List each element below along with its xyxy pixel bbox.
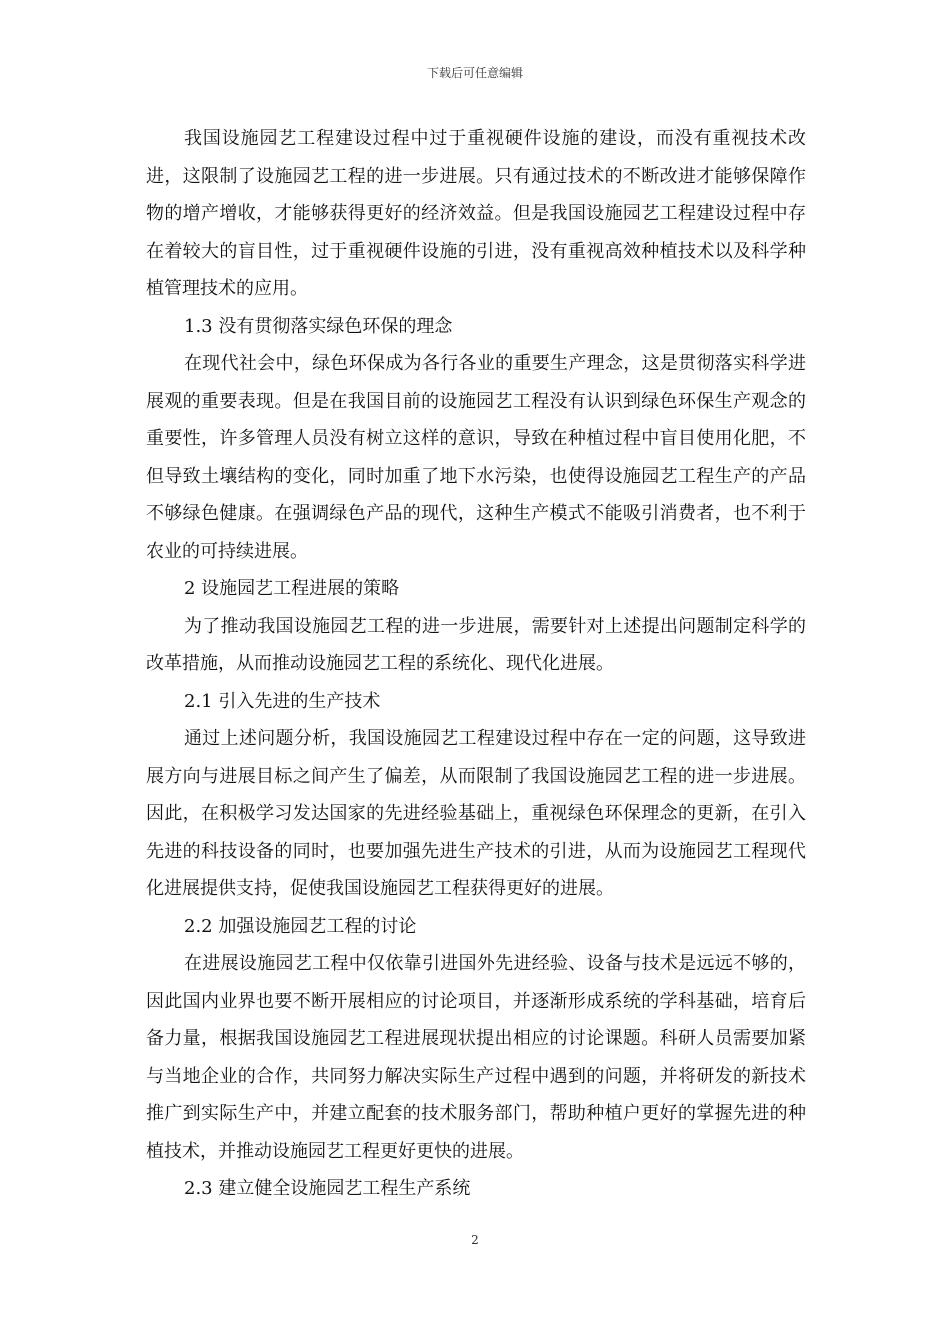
paragraph: 我国设施园艺工程建设过程中过于重视硬件设施的建设，而没有重视技术改进，这限制了设施园艺工程的进一步进展。只有通过技术的不断改进才能够保障作物的增产增收，才能够获得更好的经济效益。但是我国设施园艺工程建设过程中存在着较大的盲目性，过于重视硬件设施的引进，没有重视高效种植技术以及科学种植管理技术的应用。 xyxy=(146,128,806,299)
section-heading: 2.3 建立健全设施园艺工程生产系统 xyxy=(184,1178,471,1199)
page-number: 2 xyxy=(471,1233,479,1247)
paragraph: 通过上述问题分析，我国设施园艺工程建设过程中存在一定的问题，这导致进展方向与进展目标之间产生了偏差，从而限制了我国设施园艺工程的进一步进展。因此，在积极学习发达国家的先进经验基础上，重视绿色环保理念的更新，在引入先进的科技设备的同时，也要加强先进生产技术的引进，从而为设施园艺工程现代化进展提供支持，促使我国设施园艺工程获得更好的进展。 xyxy=(146,728,806,899)
page-header-note: 下载后可任意编辑 xyxy=(426,66,523,80)
document-body xyxy=(146,120,806,1208)
paragraph: 在进展设施园艺工程中仅依靠引进国外先进经验、设备与技术是远远不够的，因此国内业界也要不断开展相应的讨论项目，并逐渐形成系统的学科基础，培育后备力量，根据我国设施园艺工程进展现状提出相应的讨论课题。科研人员需要加紧与当地企业的合作，共同努力解决实际生产过程中遇到的问题，并将研发的新技术推广到实际生产中，并建立配套的技术服务部门，帮助种植户更好的掌握先进的种植技术，并推动设施园艺工程更好更快的进展。 xyxy=(146,953,806,1162)
section-heading: 2 设施园艺工程进展的策略 xyxy=(184,578,400,599)
section-heading: 1.3 没有贯彻落实绿色环保的理念 xyxy=(184,315,453,337)
paragraph: 为了推动我国设施园艺工程的进一步进展，需要针对上述提出问题制定科学的改革措施，从而推动设施园艺工程的系统化、现代化进展。 xyxy=(146,615,806,674)
section-heading: 2.1 引入先进的生产技术 xyxy=(184,690,381,712)
section-heading: 2.2 加强设施园艺工程的讨论 xyxy=(184,915,417,937)
paragraph: 在现代社会中，绿色环保成为各行各业的重要生产理念，这是贯彻落实科学进展观的重要表现。但是在我国目前的设施园艺工程没有认识到绿色环保生产观念的重要性，许多管理人员没有树立这样的意识，导致在种植过程中盲目使用化肥，不但导致土壤结构的变化，同时加重了地下水污染，也使得设施园艺工程生产的产品不够绿色健康。在强调绿色产品的现代，这种生产模式不能吸引消费者，也不利于农业的可持续进展。 xyxy=(146,353,806,562)
